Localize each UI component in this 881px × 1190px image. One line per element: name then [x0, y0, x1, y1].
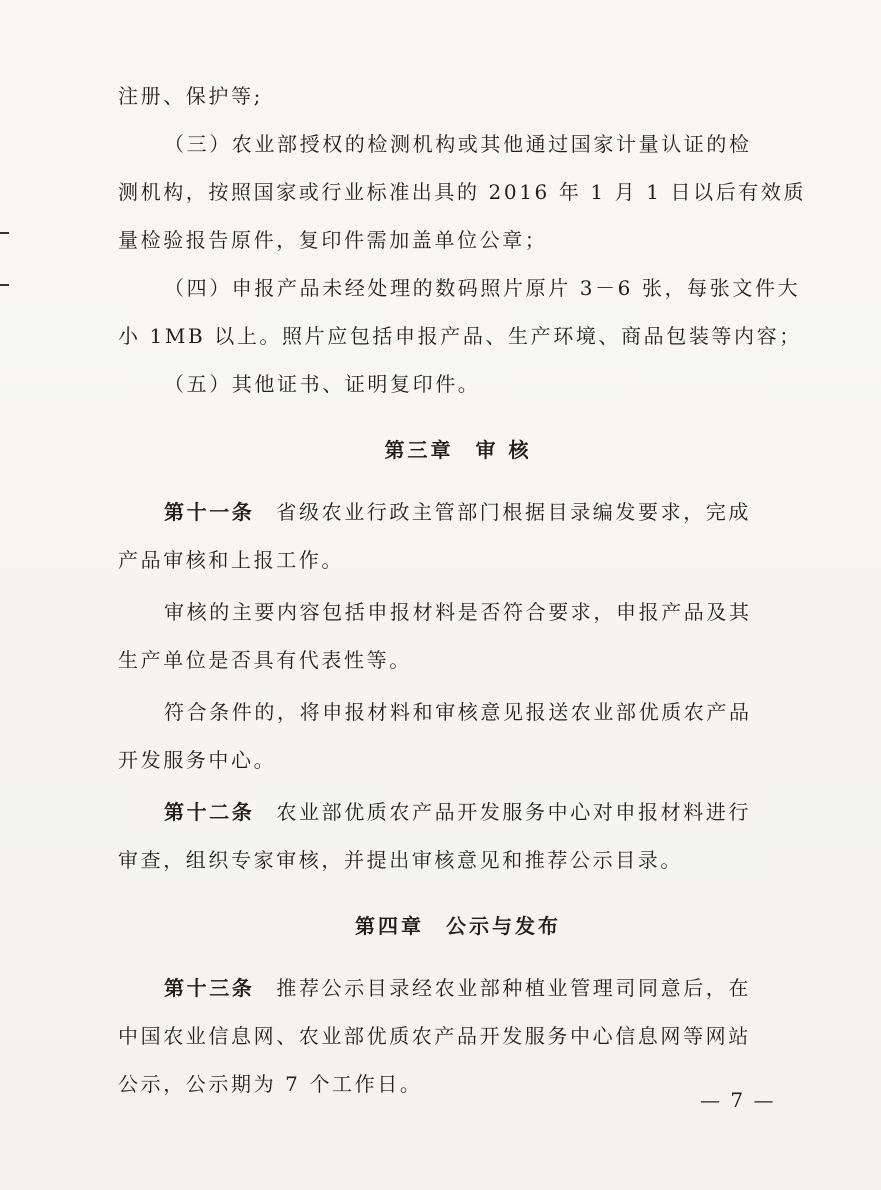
text-line: （三）农业部授权的检测机构或其他通过国家计量认证的检: [164, 132, 752, 156]
text-line: （四）申报产品未经处理的数码照片原片 3－6 张，每张文件大: [164, 276, 801, 300]
item-five: [118, 360, 798, 408]
page-number: — 7 —: [700, 1088, 776, 1112]
chapter-heading-4: [118, 902, 798, 950]
text-line: [118, 488, 798, 536]
text-line: 中国农业信息网、农业部优质农产品开发服务中心信息网等网站: [118, 1024, 751, 1048]
text-line: [118, 964, 798, 1012]
article-text: 农业部优质农产品开发服务中心对申报材料进行: [276, 800, 752, 824]
paragraph-submit: [118, 688, 798, 784]
text-line: 量检验报告原件，复印件需加盖单位公章；: [118, 228, 548, 252]
text-line: 审核的主要内容包括申报材料是否符合要求，申报产品及其: [164, 600, 752, 624]
text-line: [118, 788, 798, 836]
article-13: [118, 964, 798, 1108]
text-line: 生产单位是否具有代表性等。: [118, 648, 412, 672]
text-line: 符合条件的，将申报材料和审核意见报送农业部优质农产品: [164, 700, 752, 724]
text-line: 产品审核和上报工作。: [118, 548, 344, 572]
scan-edge-mark: [0, 284, 9, 286]
chapter-title: 审 核: [475, 438, 532, 462]
article-text: 省级农业行政主管部门根据目录编发要求，完成: [276, 500, 752, 524]
chapter-title: 公示与发布: [446, 914, 561, 938]
scan-edge-mark: [0, 232, 9, 234]
text-line: （五）其他证书、证明复印件。: [164, 372, 481, 396]
chapter-number: 第四章: [355, 914, 424, 938]
text-line: 审查，组织专家审核，并提出审核意见和推荐公示目录。: [118, 848, 683, 872]
article-label: 第十一条: [164, 500, 255, 524]
article-12: [118, 788, 798, 884]
item-four: [118, 264, 802, 360]
article-label: 第十二条: [164, 800, 255, 824]
text-line: 注册、保护等;: [118, 84, 263, 108]
article-11: [118, 488, 798, 584]
text-line: 公示，公示期为 7 个工作日。: [118, 1072, 423, 1096]
text-line: 开发服务中心。: [118, 748, 277, 772]
paragraph-review: [118, 588, 798, 684]
article-text: 推荐公示目录经农业部种植业管理司同意后，在: [276, 976, 752, 1000]
item-three: [118, 120, 807, 264]
article-label: 第十三条: [164, 976, 255, 1000]
text-line: 小 1MB 以上。照片应包括申报产品、生产环境、商品包装等内容；: [118, 324, 802, 348]
chapter-heading-3: [118, 426, 798, 474]
text-line: 测机构，按照国家或行业标准出具的 2016 年 1 月 1 日以后有效质: [118, 180, 807, 204]
chapter-number: 第三章: [384, 438, 454, 462]
document-body: [118, 72, 807, 1108]
